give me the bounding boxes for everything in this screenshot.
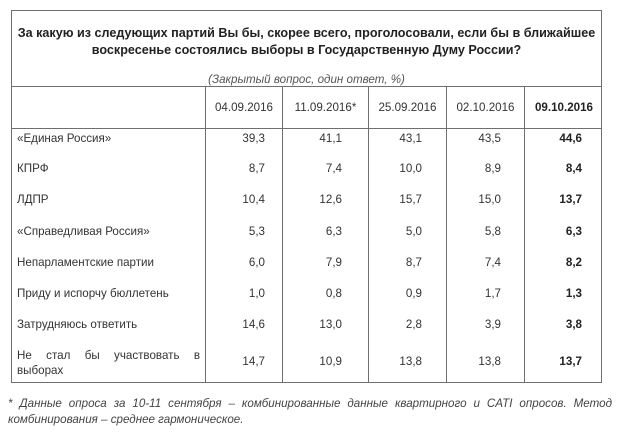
table-cell: 13,0	[319, 318, 342, 331]
row-label: «Единая Россия»	[17, 132, 112, 145]
table-cell: 10,9	[319, 355, 342, 368]
table-cell: 0,9	[405, 287, 422, 300]
table-cell: 10,0	[399, 162, 422, 175]
row-label: КПРФ	[17, 162, 49, 175]
table-cell: 6,3	[325, 225, 342, 238]
row-label: «Справедливая Россия»	[17, 225, 150, 238]
table-cell-current: 13,7	[559, 193, 582, 206]
table-cell: 5,3	[248, 225, 265, 238]
table-cell: 1,0	[248, 287, 265, 300]
table-cell-current: 8,2	[565, 256, 582, 269]
column-header: 25.09.2016	[378, 101, 437, 114]
table-cell: 39,3	[242, 132, 265, 145]
table-cell: 5,0	[405, 225, 422, 238]
table-cell: 15,7	[399, 193, 422, 206]
table-cell: 7,4	[325, 162, 342, 175]
table-cell: 1,7	[484, 287, 501, 300]
table-cell: 8,9	[484, 162, 501, 175]
row-label: Приду и испорчу бюллетень	[17, 287, 169, 300]
table-divider	[12, 128, 601, 129]
table-cell: 0,8	[325, 287, 342, 300]
table-divider	[12, 86, 601, 87]
table-cell: 7,9	[325, 256, 342, 269]
table-cell-current: 44,6	[559, 132, 582, 145]
table-cell: 3,9	[484, 318, 501, 331]
footnote: * Данные опроса за 10-11 сентября – комбинированные данные квартирного и CATI опросов. Метод комбинирования – среднее гармоническое.	[8, 397, 612, 426]
table-cell: 13,8	[399, 355, 422, 368]
table-cell: 14,7	[242, 355, 265, 368]
question-note: (Закрытый вопрос, один ответ, %)	[208, 73, 405, 86]
table-cell: 15,0	[478, 193, 501, 206]
table-cell-current: 1,3	[565, 287, 582, 300]
table-cell-current: 8,4	[565, 162, 582, 175]
row-label: Затрудняюсь ответить	[17, 318, 138, 331]
column-header: 11.09.2016*	[294, 101, 357, 114]
row-label: Непарламентские партии	[17, 256, 155, 269]
column-header-current: 09.10.2016	[534, 101, 594, 114]
table-cell: 8,7	[405, 256, 422, 269]
table-cell: 14,6	[242, 318, 265, 331]
table-cell: 5,8	[484, 225, 501, 238]
table-cell: 8,7	[248, 162, 265, 175]
table-cell: 43,5	[478, 132, 501, 145]
table-cell: 41,1	[319, 132, 342, 145]
table-cell: 13,8	[478, 355, 501, 368]
table-cell: 10,4	[242, 193, 265, 206]
table-cell: 12,6	[319, 193, 342, 206]
table-cell: 2,8	[405, 318, 422, 331]
table-cell: 43,1	[399, 132, 422, 145]
row-label: Не стал бы участвовать в выборах	[17, 349, 200, 377]
survey-table	[11, 10, 602, 383]
column-header: 04.09.2016	[214, 101, 274, 114]
table-cell-current: 3,8	[565, 318, 582, 331]
row-label: ЛДПР	[17, 193, 49, 206]
survey-question: За какую из следующих партий Вы бы, скорее всего, проголосовали, если бы в ближайшее воскресенье состоялись выборы в Государственную Думу России?	[17, 26, 596, 57]
table-cell-current: 6,3	[565, 225, 582, 238]
table-cell: 7,4	[484, 256, 501, 269]
table-cell-current: 13,7	[559, 355, 582, 368]
table-cell: 6,0	[248, 256, 265, 269]
column-header: 02.10.2016	[456, 101, 515, 114]
